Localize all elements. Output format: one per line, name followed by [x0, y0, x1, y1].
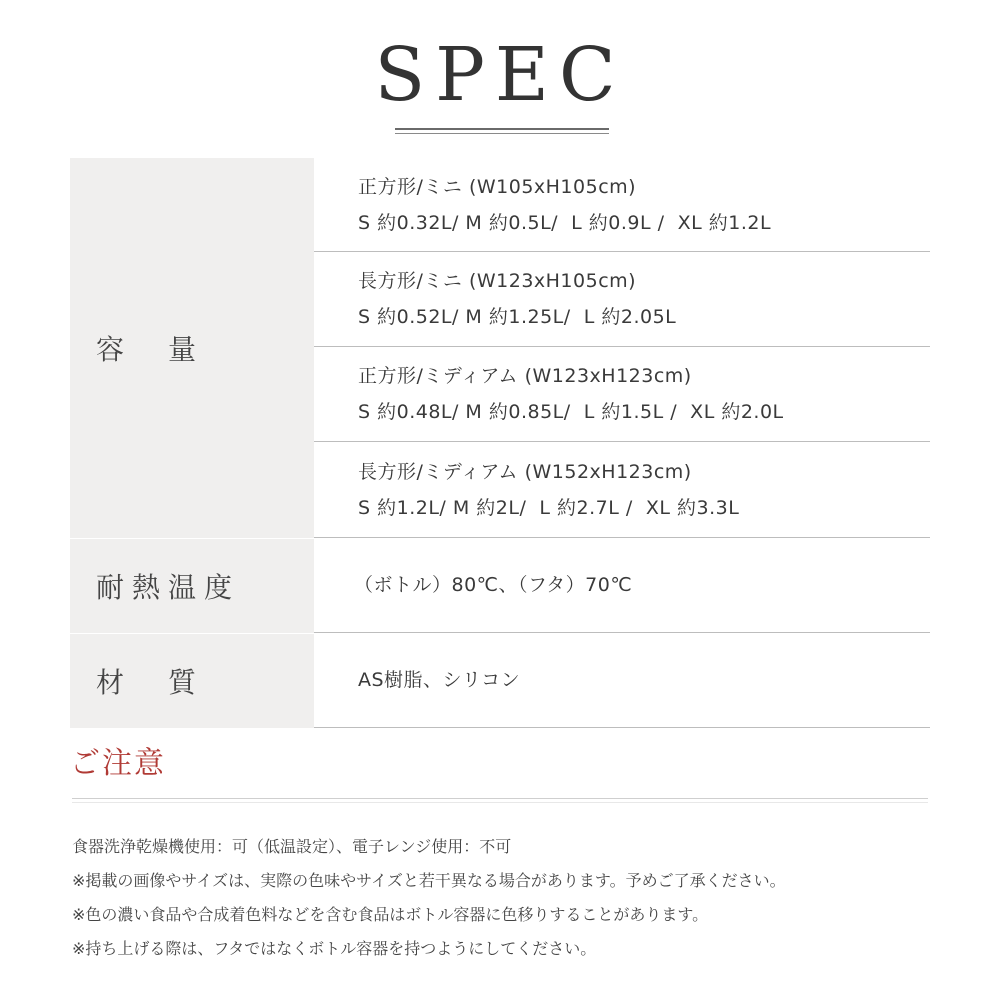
- note-line: ※色の濃い食品や合成着色料などを含む食品はボトル容器に色移りすることがあります。: [72, 905, 709, 924]
- spec-label-cell: [70, 538, 314, 633]
- capacity-item-title: 長方形/ミディアム (W152xH123cm): [358, 460, 692, 483]
- notes-divider-thin: [72, 802, 928, 803]
- spec-label-cell: [70, 633, 314, 728]
- capacity-item-title: 正方形/ミニ (W105xH105cm): [358, 175, 637, 198]
- spec-row-heat: [70, 538, 930, 633]
- spec-row-capacity: [70, 158, 930, 538]
- heat-label: 耐熱温度: [96, 571, 241, 604]
- heat-cell: [314, 538, 930, 633]
- material-value: AS樹脂、シリコン: [358, 669, 521, 691]
- capacity-item-title: 長方形/ミニ (W123xH105cm): [358, 270, 637, 292]
- heat-value: （ボトル）80℃、（フタ）70℃: [354, 574, 633, 596]
- capacity-item: [314, 158, 930, 252]
- material-label: 材 質: [96, 666, 205, 699]
- notes-divider: [72, 798, 928, 799]
- capacity-item: [314, 252, 930, 347]
- notes-list: [72, 830, 932, 966]
- capacity-values: [314, 158, 930, 538]
- capacity-item-title: 正方形/ミディアム (W123xH123cm): [358, 365, 692, 387]
- capacity-item: [314, 442, 930, 538]
- spec-label-cell: [70, 158, 314, 538]
- title-underline-thin: [395, 133, 609, 134]
- heat-values: [314, 538, 930, 633]
- capacity-item-sizes: S 約0.32L/ M 約0.5L/ L 約0.9L / XL 約1.2L: [358, 211, 772, 234]
- capacity-item: [314, 347, 930, 442]
- note-line: 食器洗浄乾燥機使用：可（低温設定）、電子レンジ使用：不可: [72, 837, 512, 856]
- note-line: ※持ち上げる際は、フタではなくボトル容器を持つようにしてください。: [72, 939, 597, 958]
- page-title: SPEC: [374, 32, 626, 118]
- material-values: [314, 633, 930, 728]
- capacity-item-sizes: S 約1.2L/ M 約2L/ L 約2.7L / XL 約3.3L: [358, 496, 740, 519]
- material-cell: [314, 633, 930, 728]
- spec-table: [70, 158, 930, 728]
- note-line: ※掲載の画像やサイズは、実際の色味やサイズと若干異なる場合があります。予めご了承ください。: [72, 871, 786, 890]
- capacity-label: 容 量: [96, 333, 205, 366]
- spec-row-material: [70, 633, 930, 728]
- title-underline: [395, 128, 609, 130]
- capacity-item-sizes: S 約0.48L/ M 約0.85L/ L 約1.5L / XL 約2.0L: [358, 401, 784, 423]
- notes-title: ご注意: [70, 746, 166, 781]
- capacity-item-sizes: S 約0.52L/ M 約1.25L/ L 約2.05L: [358, 306, 677, 328]
